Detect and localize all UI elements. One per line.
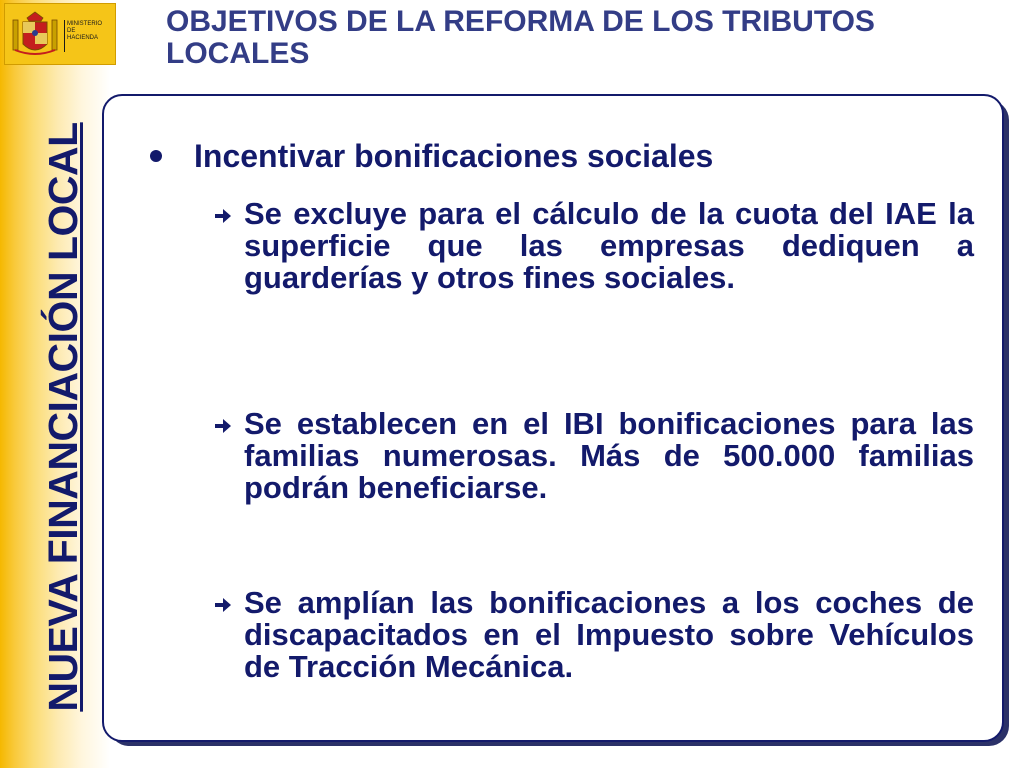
sub-bullet-text: Se excluye para el cálculo de la cuota del IAE la superficie que las empresas dediquen a guarderías y otros fines sociales. [244, 196, 974, 295]
vertical-section-title: NUEVA FINANCIACIÓN LOCAL [40, 122, 86, 712]
sub-bullet-text: Se establecen en el IBI bonificaciones para las familias numerosas. Más de 500.000 familias podrán beneficiarse. [244, 406, 974, 505]
sub-bullet-text: Se amplían las bonificaciones a los coches de discapacitados en el Impuesto sobre Vehículos de Tracción Mecánica. [244, 585, 974, 684]
arrow-right-icon [214, 587, 244, 619]
sub-bullet [214, 408, 974, 504]
ministry-name: MINISTERIO DE HACIENDA [67, 21, 103, 41]
bullet-dot-icon [150, 150, 162, 162]
coat-of-arms-icon [11, 10, 59, 60]
logo-divider [64, 20, 65, 52]
main-bullet-text: Incentivar bonificaciones sociales [194, 138, 714, 174]
arrow-right-icon [214, 408, 244, 440]
main-bullet [143, 136, 983, 176]
sub-bullet [214, 587, 974, 683]
slide-title: OBJETIVOS DE LA REFORMA DE LOS TRIBUTOS LOCALES [166, 5, 875, 70]
arrow-right-icon [214, 198, 244, 230]
sub-bullet [214, 198, 974, 294]
ministry-logo [4, 3, 116, 65]
